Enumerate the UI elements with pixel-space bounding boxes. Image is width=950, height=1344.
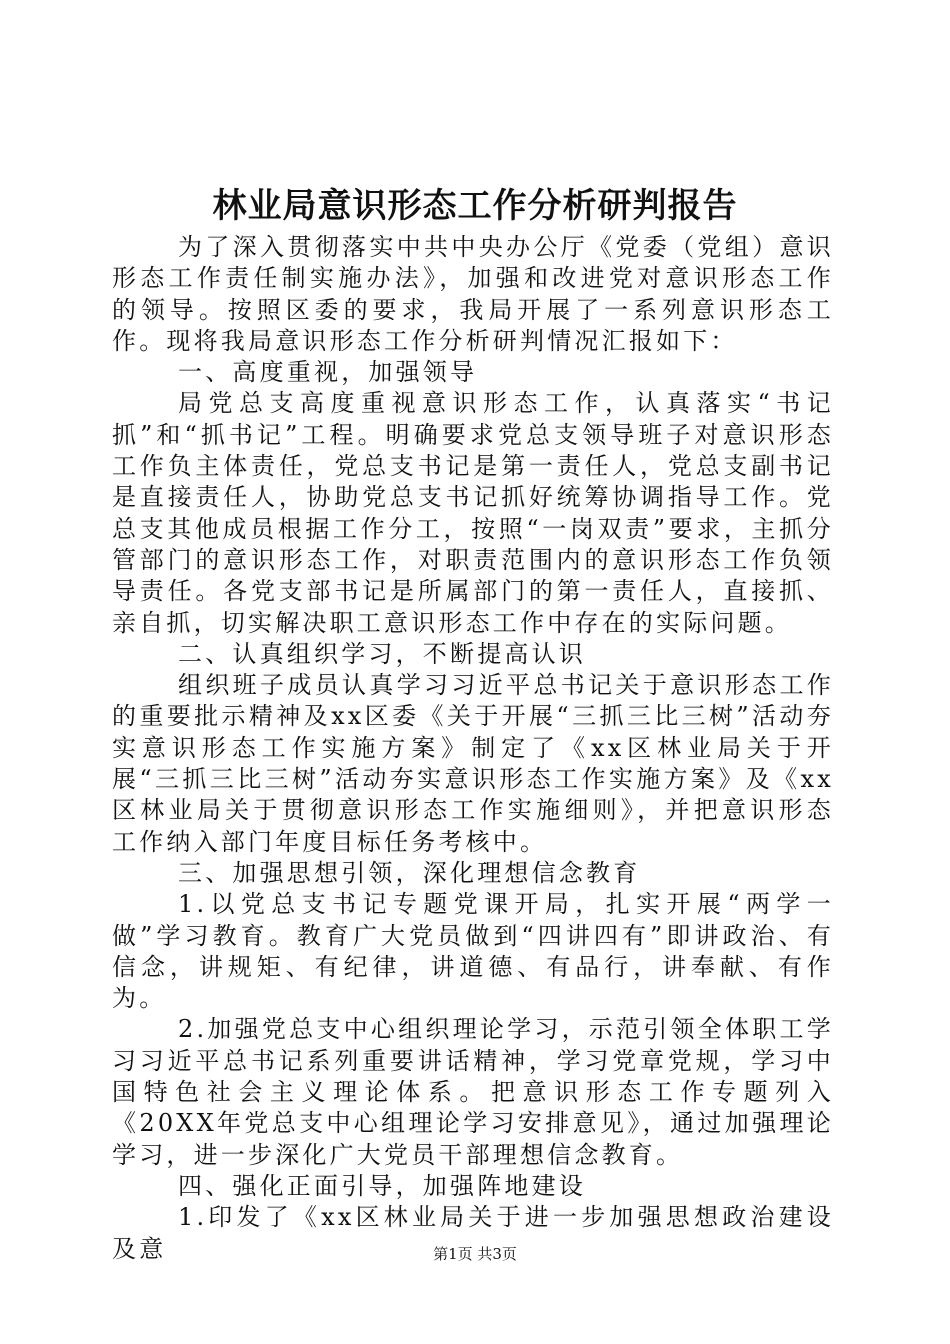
section-heading-3: 三、加强思想引领，深化理想信念教育	[178, 858, 641, 887]
page-footer: 第1页 共3页	[433, 1245, 517, 1263]
section-heading-4: 四、强化正面引导，加强阵地建设	[178, 1171, 586, 1200]
section-4-item-1: 1.印发了《xx区林业局关于进一步加强思想政治建设及意	[112, 1203, 834, 1263]
document-body	[112, 232, 834, 1265]
intro-paragraph: 为了深入贯彻落实中共中央办公厅《党委（党组）意识形态工作责任制实施办法》，加强和改进党对意识形态工作的领导。按照区委的要求，我局开展了一系列意识形态工作。现将我局意识形态工作分析研判情况汇报如下：	[112, 233, 834, 355]
section-3-item-1: 1.以党总支书记专题党课开局，扎实开展“两学一做”学习教育。教育广大党员做到“四讲四有”即讲政治、有信念，讲规矩、有纪律，讲道德、有品行，讲奉献、有作为。	[112, 890, 834, 1013]
section-heading-2: 二、认真组织学习，不断提高认识	[178, 639, 586, 668]
section-1-paragraph: 局党总支高度重视意识形态工作，认真落实“书记抓”和“抓书记”工程。明确要求党总支领导班子对意识形态工作负主体责任，党总支书记是第一责任人，党总支副书记是直接责任人，协助党总支书记抓好统筹协调指导工作。党总支其他成员根据工作分工，按照“一岗双责”要求，主抓分管部门的意识形态工作，对职责范围内的意识形态工作负领导责任。各党支部书记是所属部门的第一责任人，直接抓、亲自抓，切实解决职工意识形态工作中存在的实际问题。	[112, 389, 834, 637]
section-2-paragraph: 组织班子成员认真学习习近平总书记关于意识形态工作的重要批示精神及xx区委《关于开展“三抓三比三树”活动夯实意识形态工作实施方案》制定了《xx区林业局关于开展“三抓三比三树”活动夯实意识形态工作实施方案》及《xx区林业局关于贯彻意识形态工作实施细则》，并把意识形态工作纳入部门年度目标任务考核中。	[112, 671, 834, 856]
section-3-item-2: 2.加强党总支中心组织理论学习，示范引领全体职工学习习近平总书记系列重要讲话精神，学习党章党规，学习中国特色社会主义理论体系。把意识形态工作专题列入《20XX年党总支中心组理论学习安排意见》，通过加强理论学习，进一步深化广大党员干部理想信念教育。	[112, 1015, 834, 1169]
section-heading-1: 一、高度重视，加强领导	[178, 358, 478, 387]
document-title: 林业局意识形态工作分析研判报告	[212, 186, 738, 226]
